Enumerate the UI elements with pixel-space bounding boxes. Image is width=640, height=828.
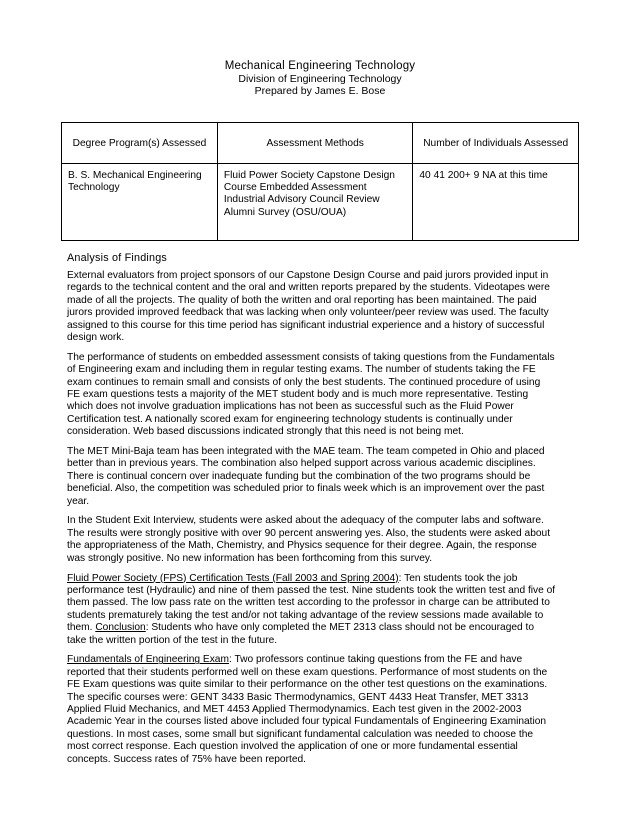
text-line: questions. In most cases, some small but significant fundamental calculation was needed to choose the: [67, 728, 534, 740]
text-line: [67, 622, 575, 634]
text-line: [67, 573, 575, 585]
header-degree-program: [62, 123, 218, 164]
prepared-by: Prepared by James E. Bose: [254, 85, 386, 97]
text-line: made of all the projects. The quality of both the written and oral reporting has been maintained. The paid: [67, 294, 537, 306]
number-item: 200+: [447, 170, 471, 181]
text-line: External evaluators from project sponsors of our Capstone Design Course and paid jurors provided input in: [67, 270, 549, 281]
text-line: consideration. Web based discussions indicated strongly that this need is not being met.: [67, 426, 464, 438]
header-text: Assessment: [266, 137, 322, 149]
text-line: most correct response. Each question involved the application of one or more fundamental essential: [67, 741, 518, 753]
method-item: Alumni Survey (OSU/OUA): [223, 206, 347, 218]
header-text: Methods: [324, 137, 364, 149]
method-item: Embedded Assessment: [259, 182, 367, 194]
text-line: take the written portion of the test in the future.: [67, 634, 278, 646]
text-line: Academic Year in the courses listed above included four typical Fundamentals of Engineering Examination: [67, 716, 547, 728]
number-item: 9: [473, 170, 480, 181]
fps-heading: Fluid Power Society (FPS) Certification Tests (Fall 2003 and Spring 2004): [67, 572, 399, 584]
text-line: them passed. The low pass rate on the written test according to the professor in charge can be attributed to: [67, 597, 550, 609]
header-text: Degree Program(s): [72, 137, 160, 149]
text-line: of Engineering exam and including them in regular testing exams. The number of students taking the FE: [67, 364, 536, 376]
number-item: 40: [419, 170, 431, 181]
paragraph-fps-certification: [67, 573, 575, 647]
text-line: There is continual concern over inadequate funding but the combination of the two programs should be: [67, 470, 531, 482]
text-run: : Students who have only completed the MET 2313 class should not be encouraged to: [145, 622, 535, 634]
document-title: Mechanical Engineering Technology: [224, 60, 416, 72]
text-line: In the Student Exit Interview, students were asked about the adequacy of the computer labs and software.: [67, 515, 544, 527]
text-line: performance test (Hydraulic) and nine of them passed the test. Nine students took the written test and five of: [67, 584, 556, 596]
text-line: regards to the technical content and the oral and written reports prepared by the students. Videotapes were: [67, 282, 550, 294]
paragraph-mini-baja: [67, 446, 575, 508]
paragraph-exit-interview: [67, 515, 575, 565]
text-line: which does not involve graduation implications has not been as successful such as the Fluid Power: [67, 401, 514, 413]
header-number-assessed: [413, 123, 579, 164]
header-text: Assessed: [524, 137, 569, 149]
number-item: NA at this time: [482, 170, 548, 181]
cell-methods: [217, 164, 412, 241]
text-line: better than in previous years. The combination also helped support across various academic disciplines.: [67, 458, 536, 470]
text-line: concepts. Success rates of 75% have been reported.: [67, 753, 306, 765]
header-text: Assessed: [162, 137, 207, 149]
cell-numbers: [413, 164, 579, 241]
text-line: FE Exam questions was quite similar to their performance on the other test questions on the examinations.: [67, 679, 548, 691]
number-item: 41: [433, 170, 445, 181]
text-run: : Two professors continue taking questions from the FE and have: [228, 654, 523, 666]
text-line: assigned to this course for this time period has significant industrial experience and a history of successful: [67, 319, 545, 331]
text-run: them.: [67, 622, 96, 634]
text-line: year.: [67, 495, 90, 507]
text-run: : Ten students took the job: [398, 572, 518, 584]
assessment-table: [61, 122, 579, 241]
section-heading: Analysis of Findings: [67, 252, 168, 264]
text-line: students prematurely taking the test and/or not taking advantage of the review sessions made available to: [67, 609, 544, 621]
findings-body: [67, 270, 575, 773]
text-line: The performance of students on embedded assessment consists of taking questions from the Fundamentals: [67, 351, 555, 363]
text-line: The results were strongly positive with over 90 percent answering yes. Also, the students were asked about: [67, 527, 551, 539]
text-line: design work.: [67, 332, 125, 344]
method-item: Capstone Design Course: [223, 170, 395, 194]
cell-text: Technology: [68, 182, 120, 194]
paragraph-capstone: [67, 270, 575, 344]
text-line: reported that their students performed well on these exam questions. Performance of most students on the: [67, 666, 548, 678]
method-item: Fluid Power Society: [223, 170, 314, 181]
paragraph-fe-exam: [67, 654, 575, 766]
text-line: Applied Fluid Mechanics, and MET 4453 Applied Thermodynamics. Each test given in the 2002-2003: [67, 703, 522, 715]
text-line: jurors provided improved feedback that was lacking when only volunteer/peer review was used. The faculty: [67, 307, 549, 319]
text-line: The MET Mini-Baja team has been integrated with the MAE team. The team competed in Ohio and placed: [67, 446, 545, 458]
text-line: FE exam questions tests a majority of the MET student body and is much more representative. Testing: [67, 389, 529, 401]
table-row: [62, 164, 579, 241]
text-line: exam continues to remain small and consists of only the best students. The continued procedure of using: [67, 376, 541, 388]
cell-text: B. S. Mechanical Engineering: [68, 170, 202, 181]
text-line: the appropriateness of the Math, Chemistry, and Physics sequence for their degree. Again, the response: [67, 540, 537, 552]
text-line: The specific courses were: GENT 3433 Basic Thermodynamics, GENT 4433 Heat Transfer, MET 3313: [67, 691, 529, 703]
division-subtitle: Division of Engineering Technology: [238, 73, 402, 85]
text-line: was strongly positive. No new information has been forthcoming from this survey.: [67, 552, 433, 564]
method-item: Industrial Advisory Council Review: [223, 194, 380, 206]
table-header-row: [62, 123, 579, 164]
text-line: [67, 654, 575, 666]
fe-heading: Fundamentals of Engineering Exam: [67, 654, 229, 666]
text-line: Certification test. A nationally scored exam for engineering technology students is continually under: [67, 413, 513, 425]
paragraph-embedded-assessment: [67, 352, 575, 439]
header-text: Number of Individuals: [423, 137, 522, 149]
text-line: beneficial. Also, the competition was scheduled prior to finals week which is an improvement over the past: [67, 483, 545, 495]
header-assessment-methods: [217, 123, 412, 164]
conclusion-label: Conclusion: [95, 622, 146, 634]
cell-program: [62, 164, 218, 241]
